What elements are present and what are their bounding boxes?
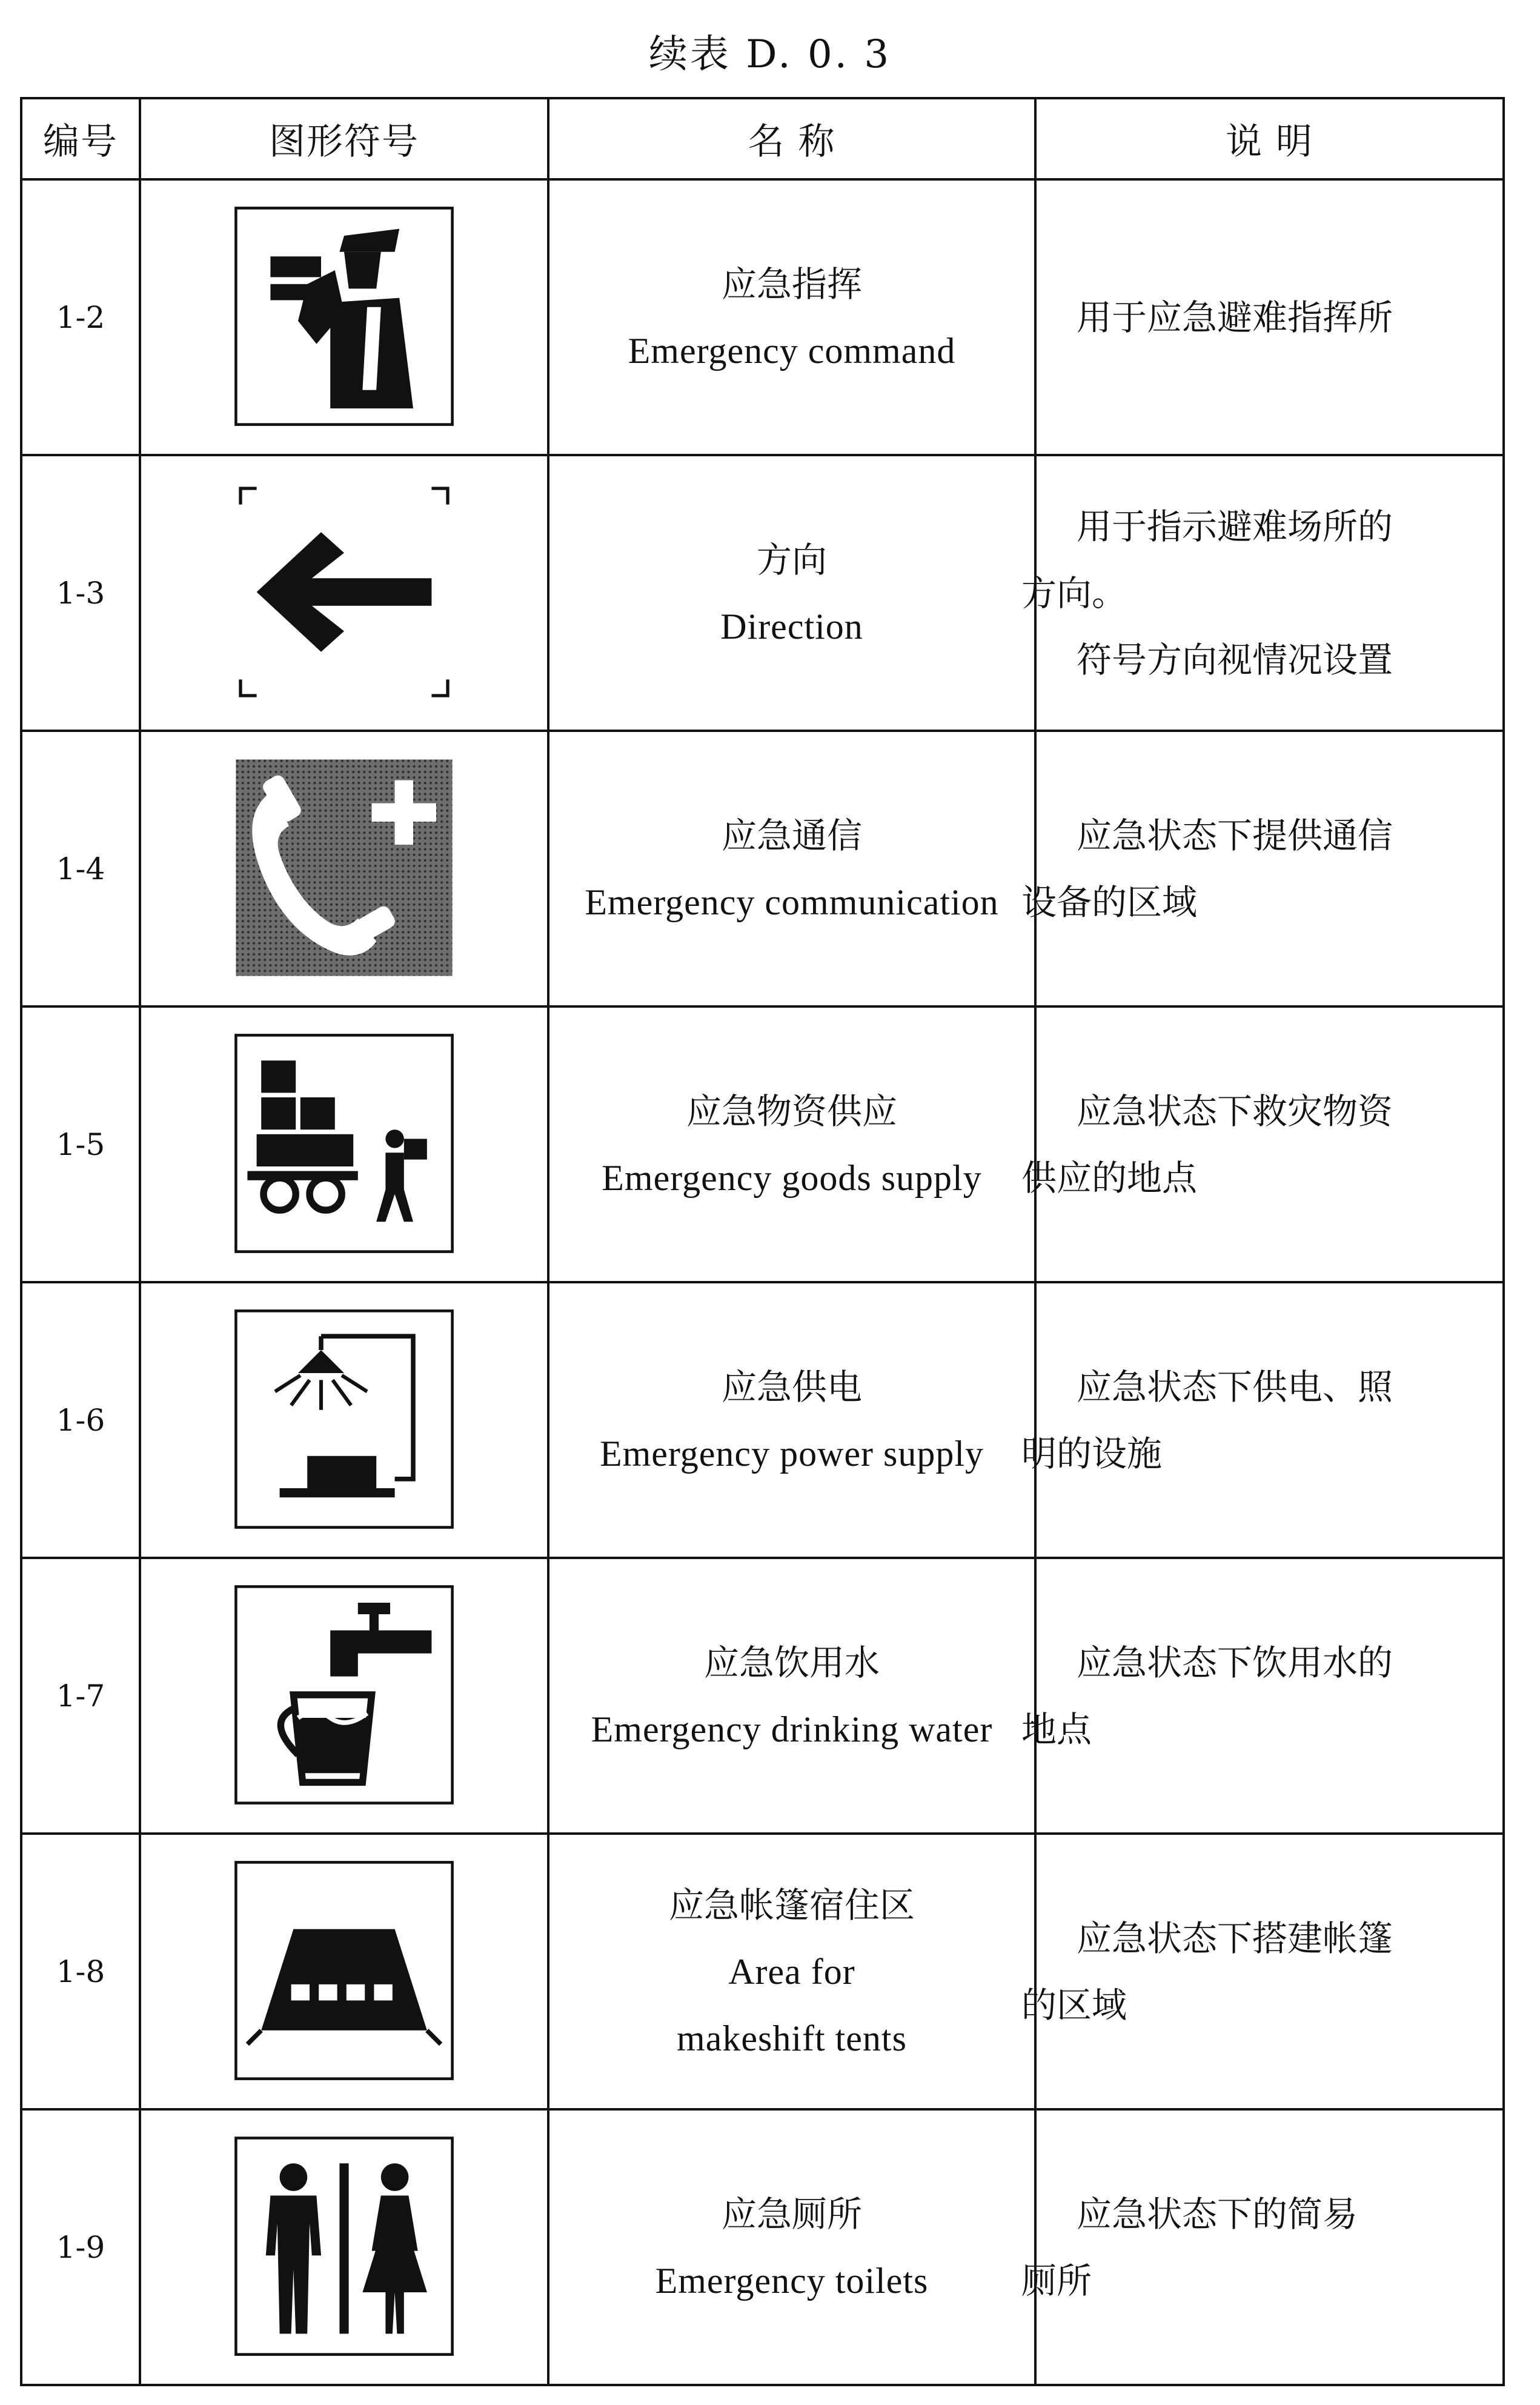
description-line: 的区域 [1021, 1984, 1127, 2026]
name-en: Direction [720, 606, 863, 647]
symbol-table [20, 97, 1505, 2386]
table-row [21, 1834, 1504, 2109]
row-number: 1-8 [21, 1834, 140, 2109]
description-line: 明的设施 [1021, 1432, 1163, 1474]
row-number: 1-6 [21, 1282, 140, 1558]
table-title: 续表 D. 0. 3 [648, 32, 892, 77]
drinking-water-tap-icon [229, 1580, 459, 1810]
row-number: 1-7 [21, 1558, 140, 1834]
name-cn: 应急指挥 [721, 263, 862, 305]
name-en: Emergency goods supply [602, 1157, 982, 1198]
tent-icon [229, 1855, 459, 2086]
direction-arrow-icon [229, 477, 459, 707]
row-number: 1-4 [21, 731, 140, 1006]
power-supply-lamp-icon [229, 1304, 459, 1534]
goods-supply-truck-icon [229, 1028, 459, 1259]
header-no: 编号 [21, 98, 140, 179]
name-cn: 应急厕所 [721, 2193, 862, 2235]
row-number: 1-5 [21, 1006, 140, 1282]
table-row [21, 179, 1504, 455]
description-line: 符号方向视情况设置 [1077, 639, 1393, 680]
name-cn: 应急通信 [721, 814, 862, 856]
name-en: Emergency communication [585, 882, 999, 922]
description-line: 用于指示避难场所的 [1077, 505, 1393, 547]
description-line: 应急状态下饮用水的 [1077, 1642, 1393, 1683]
row-number: 1-2 [21, 179, 140, 455]
name-cn: 应急帐篷宿住区 [668, 1884, 915, 1926]
description-line: 应急状态下救灾物资 [1077, 1090, 1393, 1132]
toilets-icon [229, 2131, 459, 2361]
name-en: Emergency drinking water [591, 1709, 993, 1749]
table-row [21, 1006, 1504, 1282]
header-name: 名 称 [548, 98, 1035, 179]
name-en: Emergency power supply [599, 1433, 984, 1474]
name-en: Emergency command [628, 330, 956, 371]
table-row [21, 455, 1504, 731]
table-row [21, 731, 1504, 1006]
header-symbol: 图形符号 [140, 98, 548, 179]
table-row [21, 2109, 1504, 2385]
description-line: 地点 [1021, 1708, 1092, 1750]
name-cn: 应急供电 [721, 1366, 862, 1408]
description-line: 供应的地点 [1021, 1157, 1198, 1199]
header-row [21, 98, 1504, 179]
description-line: 应急状态下供电、照 [1077, 1366, 1393, 1408]
description-line: 设备的区域 [1021, 881, 1198, 923]
name-en-line2: makeshift tents [677, 2018, 907, 2058]
row-number: 1-9 [21, 2109, 140, 2385]
name-cn: 方向 [756, 539, 827, 580]
description-line: 方向。 [1021, 572, 1127, 614]
name-cn: 应急饮用水 [703, 1642, 880, 1683]
name-en: Area for [728, 1951, 855, 1992]
header-desc: 说 明 [1035, 98, 1504, 179]
table-row [21, 1282, 1504, 1558]
name-en: Emergency toilets [655, 2260, 929, 2301]
name-cn: 应急物资供应 [686, 1090, 897, 1132]
table-row [21, 1558, 1504, 1834]
description-line: 应急状态下搭建帐篷 [1077, 1917, 1393, 1959]
emergency-command-icon [229, 201, 459, 431]
description-line: 厕所 [1021, 2260, 1092, 2301]
description-line: 应急状态下的简易 [1077, 2193, 1358, 2235]
description-line: 用于应急避难指挥所 [1077, 296, 1393, 338]
description-line: 应急状态下提供通信 [1077, 814, 1393, 856]
emergency-telephone-icon [229, 753, 459, 983]
row-number: 1-3 [21, 455, 140, 731]
